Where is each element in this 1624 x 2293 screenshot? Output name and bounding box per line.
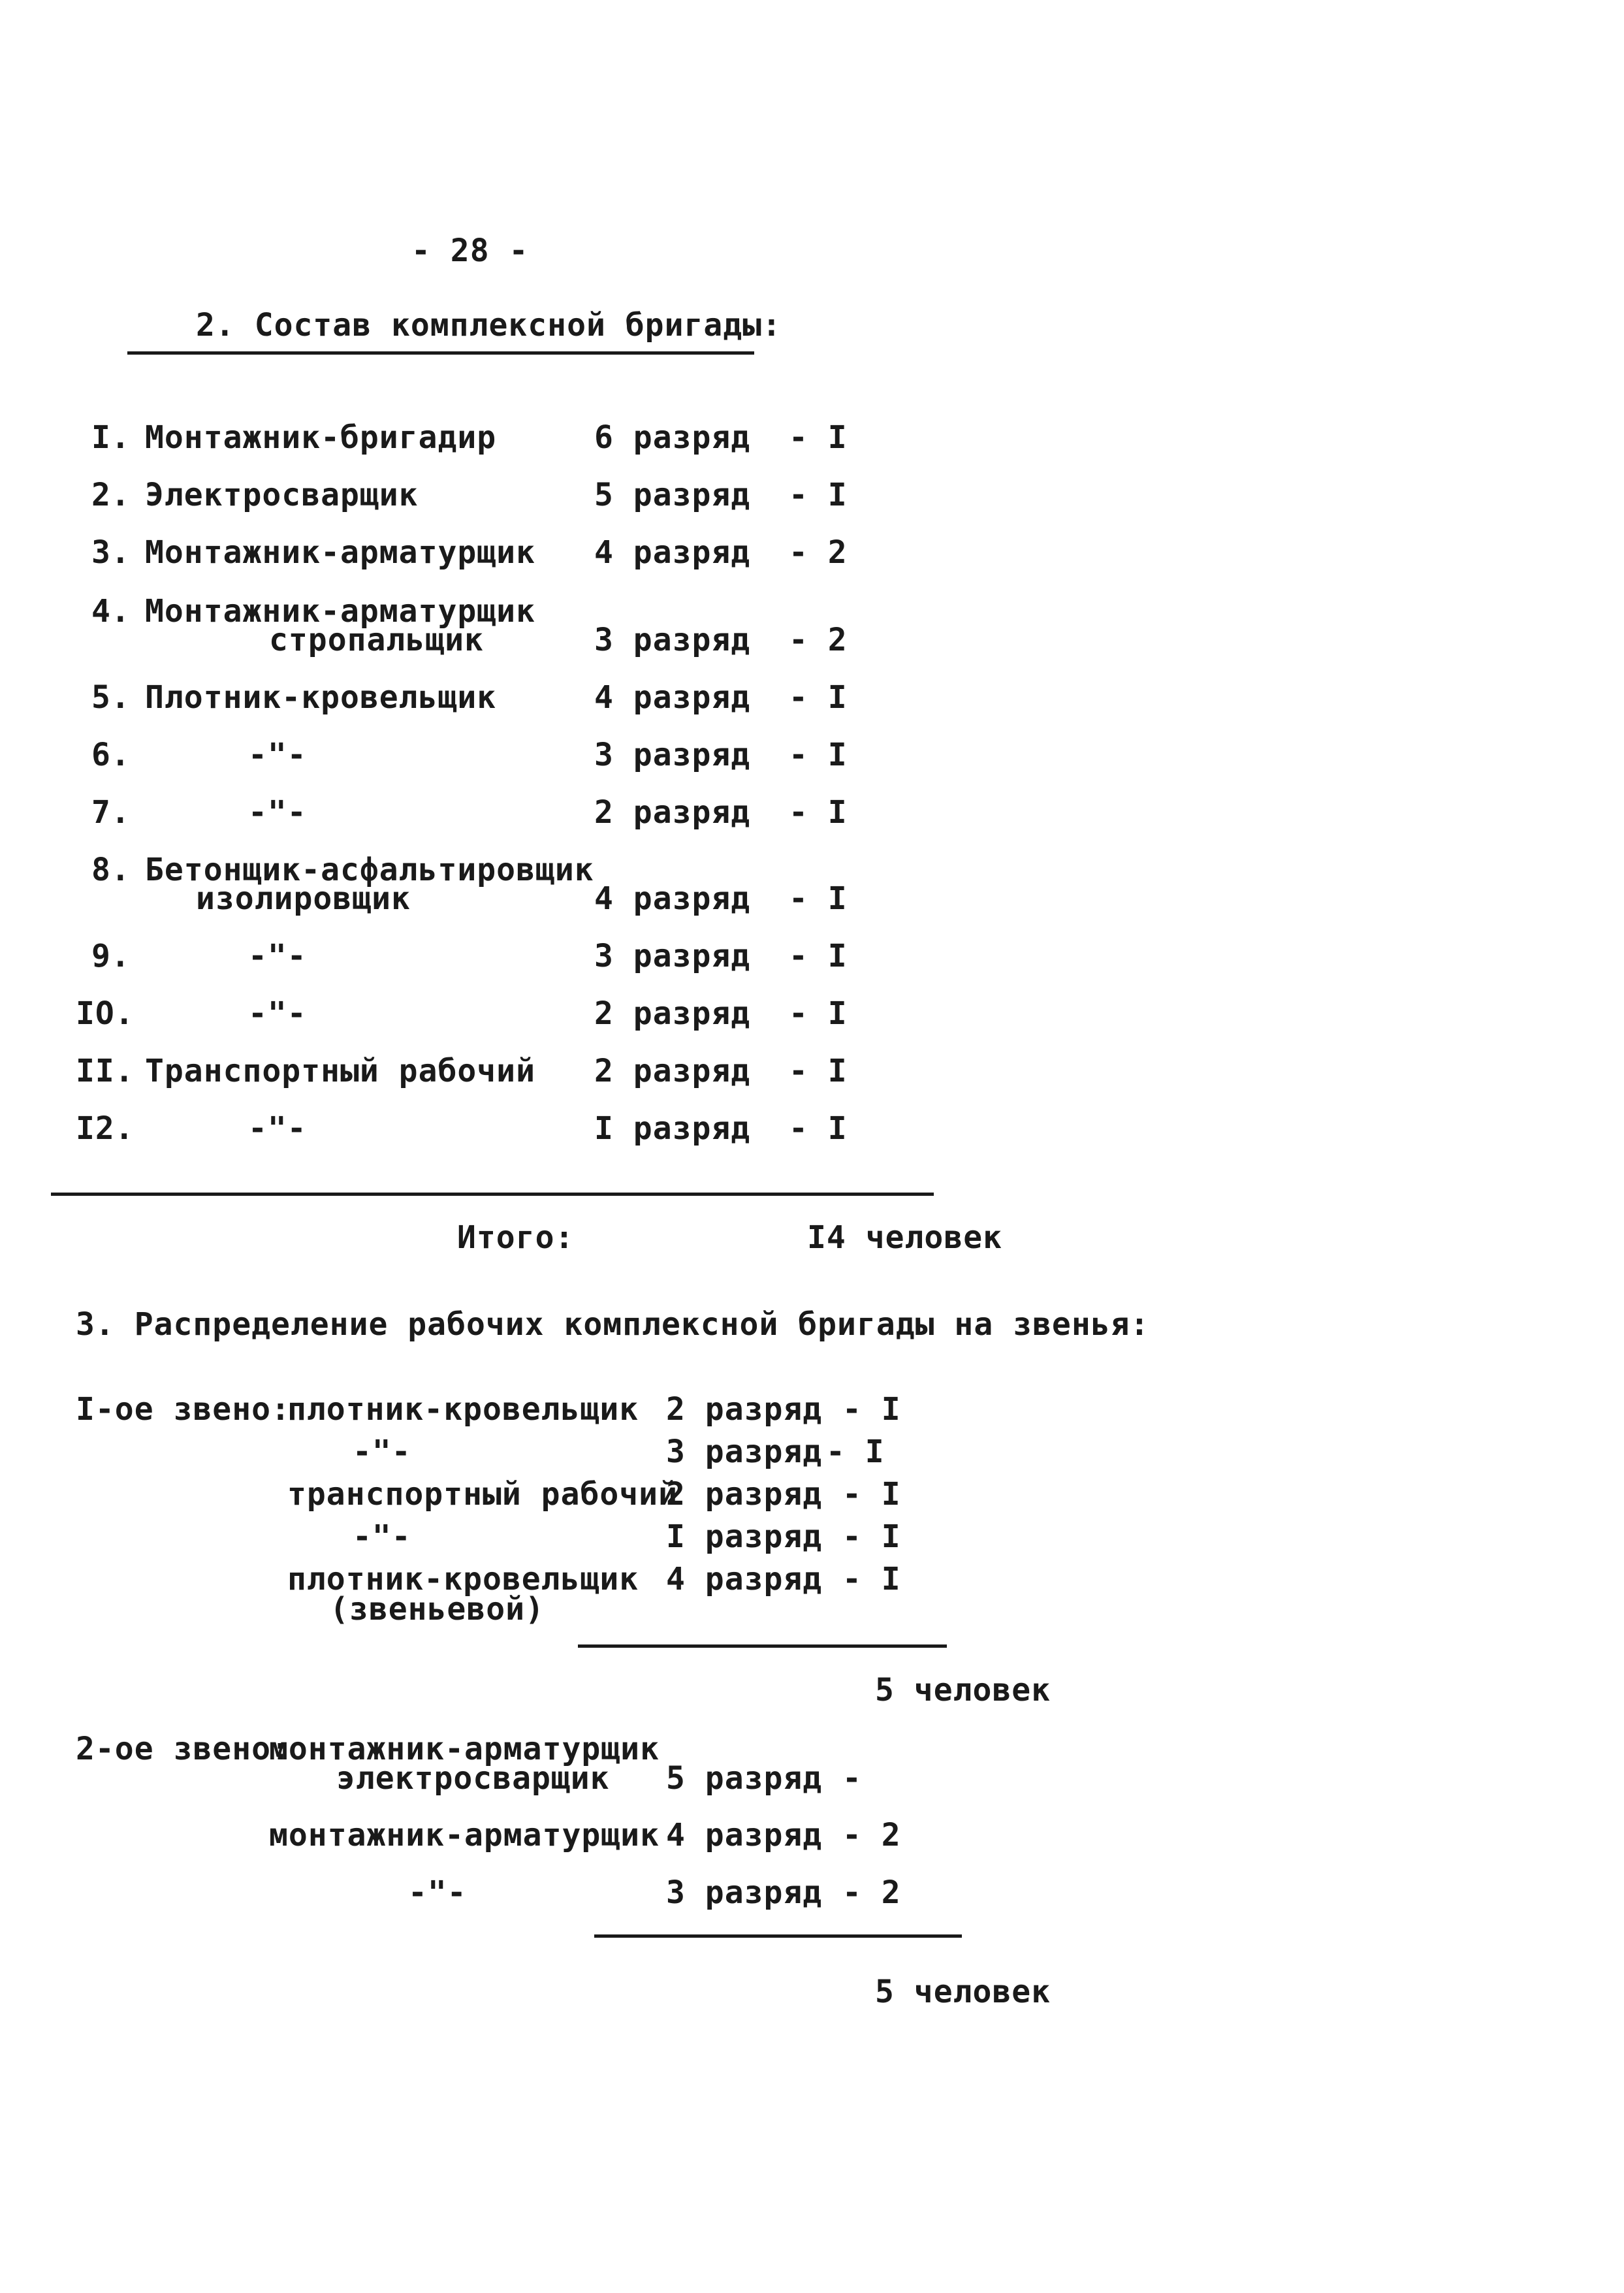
row-number: 9. [91, 938, 131, 974]
worker-grade: 6 разряд [594, 419, 751, 456]
worker-count: - 2 [842, 1874, 901, 1911]
row-number: 5. [91, 679, 131, 716]
row-number: 3. [91, 534, 131, 571]
ditto-mark: -"- [353, 1518, 411, 1555]
ditto-mark: -"- [248, 737, 307, 773]
link1-divider [578, 1644, 947, 1648]
worker-grade: I разряд [594, 1110, 751, 1147]
worker-count: - 2 [789, 622, 848, 658]
worker-grade: 2 разряд [666, 1391, 823, 1428]
row-number: 4. [91, 593, 131, 630]
row-number: 8. [91, 852, 131, 888]
heading-underline [127, 351, 754, 355]
worker-count: - I [789, 477, 848, 513]
link2-total: 5 человек [875, 1974, 1051, 2010]
worker-grade: 5 разряд [666, 1760, 823, 1797]
worker-grade: 3 разряд [594, 737, 751, 773]
row-number: 2. [91, 477, 131, 513]
worker-name-cont: электросварщик [336, 1760, 610, 1797]
worker-grade: 3 разряд [666, 1434, 823, 1470]
link2-divider [594, 1934, 962, 1938]
worker-name-cont: (звеньевой) [330, 1591, 545, 1628]
worker-name: монтажник-арматурщик [269, 1817, 660, 1853]
ditto-mark: -"- [248, 1110, 307, 1147]
worker-grade: 5 разряд [594, 477, 751, 513]
worker-name: Бетонщик-асфальтировщик [145, 852, 594, 888]
section3-heading: 3. Распределение рабочих комплексной бригады на звенья: [76, 1306, 1150, 1343]
worker-count: - I [842, 1561, 901, 1597]
worker-name: Монтажник-арматурщик [145, 534, 535, 571]
worker-name: Монтажник-бригадир [145, 419, 497, 456]
worker-name-cont: стропальщик [269, 622, 484, 658]
ditto-mark: -"- [408, 1874, 467, 1911]
worker-count: - I [789, 1053, 848, 1089]
worker-count: - [842, 1760, 862, 1797]
worker-count: - I [842, 1518, 901, 1555]
ditto-mark: -"- [248, 794, 307, 831]
link1-label: I-ое звено: [76, 1391, 291, 1428]
worker-name: Плотник-кровельщик [145, 679, 497, 716]
total-label: Итого: [457, 1219, 575, 1256]
worker-name: плотник-кровельщик [287, 1391, 639, 1428]
worker-grade: 3 разряд [594, 938, 751, 974]
row-number: IO. [76, 995, 135, 1032]
worker-count: - I [789, 880, 848, 917]
row-number: I. [91, 419, 131, 456]
worker-count: - 2 [789, 534, 848, 571]
worker-count: - I [842, 1391, 901, 1428]
link2-label: 2-ое звено: [76, 1731, 291, 1767]
worker-grade: 4 разряд [594, 880, 751, 917]
worker-name: плотник-кровельщик [287, 1561, 639, 1597]
worker-count: - I [789, 995, 848, 1032]
worker-grade: 2 разряд [666, 1476, 823, 1513]
worker-grade: 4 разряд [666, 1817, 823, 1853]
worker-grade: 3 разряд [666, 1874, 823, 1911]
worker-name: Транспортный рабочий [145, 1053, 535, 1089]
worker-grade: 4 разряд [594, 534, 751, 571]
total-value: I4 человек [807, 1219, 1002, 1256]
row-number: II. [76, 1053, 135, 1089]
worker-count: - I [842, 1476, 901, 1513]
worker-count: - I [789, 938, 848, 974]
page-number: - 28 - [411, 233, 529, 269]
worker-count: - I [789, 1110, 848, 1147]
worker-count: - 2 [842, 1817, 901, 1853]
row-number: 6. [91, 737, 131, 773]
worker-count: - I [826, 1434, 885, 1470]
worker-count: - I [789, 794, 848, 831]
row-number: I2. [76, 1110, 135, 1147]
worker-grade: 4 разряд [594, 679, 751, 716]
ditto-mark: -"- [248, 938, 307, 974]
worker-name: монтажник-арматурщик [269, 1731, 660, 1767]
worker-grade: 2 разряд [594, 794, 751, 831]
worker-count: - I [789, 419, 848, 456]
link1-total: 5 человек [875, 1672, 1051, 1708]
worker-count: - I [789, 737, 848, 773]
worker-name: Электросварщик [145, 477, 419, 513]
worker-name: транспортный рабочий [287, 1476, 678, 1513]
total-divider [51, 1193, 934, 1196]
ditto-mark: -"- [248, 995, 307, 1032]
worker-grade: 2 разряд [594, 1053, 751, 1089]
ditto-mark: -"- [353, 1434, 411, 1470]
worker-grade: 2 разряд [594, 995, 751, 1032]
row-number: 7. [91, 794, 131, 831]
worker-grade: I разряд [666, 1518, 823, 1555]
worker-count: - I [789, 679, 848, 716]
worker-name: Монтажник-арматурщик [145, 593, 535, 630]
worker-grade: 4 разряд [666, 1561, 823, 1597]
section2-heading: 2. Состав комплексной бригады: [196, 307, 782, 344]
worker-grade: 3 разряд [594, 622, 751, 658]
worker-name-cont: изолировщик [196, 880, 411, 917]
